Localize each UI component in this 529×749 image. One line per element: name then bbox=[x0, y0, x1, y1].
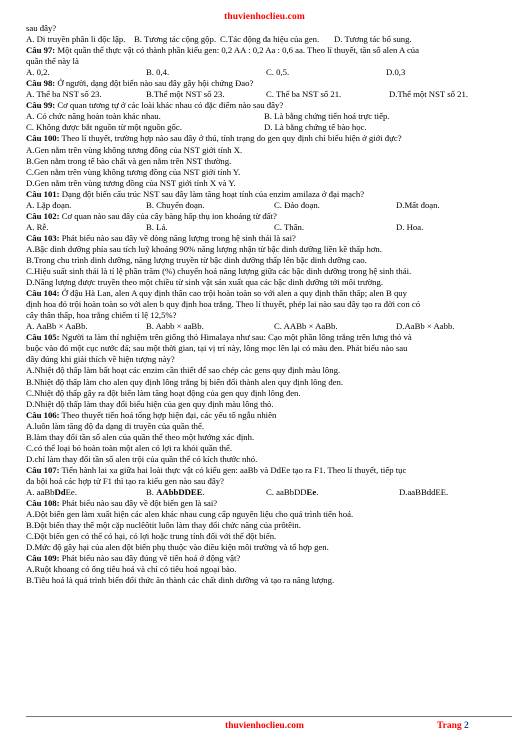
header-site-name[interactable]: thuvienhoclieu.com bbox=[224, 12, 305, 22]
page-number: 2 bbox=[464, 721, 469, 731]
text-line: định hoa đỏ trội hoàn toàn so với alen b quy định hoa trắng. Theo lí thuyết, phép lai nào sau đây tạo ra đời con có bbox=[26, 299, 421, 310]
text-line: C.Gen nằm trên vùng không tương đồng của NST giới tính Y. bbox=[26, 166, 241, 177]
answer-option: C. Đảo đoạn. bbox=[274, 199, 320, 210]
page-number-label bbox=[437, 721, 469, 732]
answer-option: B. Tương tác cộng gộp. bbox=[134, 34, 217, 45]
answer-option: B. Aabb × aaBb. bbox=[146, 321, 204, 332]
question-line bbox=[26, 133, 512, 144]
answer-option: A. Có chức năng hoàn toàn khác nhau. bbox=[26, 111, 161, 122]
question-line bbox=[26, 410, 512, 421]
text-line: D.Nhiệt độ thấp làm thay đổi biểu hiện của gen quy định màu lông thỏ. bbox=[26, 398, 274, 409]
answer-option: D. Tương tác bổ sung. bbox=[334, 34, 412, 45]
exam-content bbox=[26, 23, 512, 586]
text-line: D.Mức độ gây hại của alen đột biến phụ thuộc vào điều kiện môi trường và tổ hợp gen. bbox=[26, 542, 329, 553]
question-number: Câu 109: bbox=[26, 553, 60, 564]
answer-option: D.Mất đoạn. bbox=[396, 199, 440, 210]
answer-options-row bbox=[26, 487, 512, 498]
answer-option: D. Hoa. bbox=[396, 221, 424, 232]
answer-option: C.Tác động đa hiệu của gen. bbox=[220, 34, 320, 45]
text-line: đây đúng khi giải thích về hiện tượng này? bbox=[26, 354, 175, 365]
question-number: Câu 105: bbox=[26, 332, 60, 343]
answer-option: A. Di truyền phân li độc lập. bbox=[26, 34, 126, 45]
answer-options-row bbox=[26, 222, 512, 233]
answer-option: B.Thể một NST số 23. bbox=[146, 89, 225, 100]
question-number: Câu 100: bbox=[26, 133, 60, 144]
footer-divider bbox=[26, 716, 512, 717]
text-line: B.Đột biến thay thế một cặp nuclêôtit luôn làm thay đổi chức năng của prôtêin. bbox=[26, 520, 301, 531]
question-text: Phát biểu nào sau đây về đột biến gen là sai? bbox=[59, 498, 218, 509]
text-line: A.Bậc dinh dưỡng phía sau tích luỹ khoảng 90% năng lượng nhận từ bậc dinh dưỡng liền kề thấp hơn. bbox=[26, 243, 382, 254]
question-line bbox=[26, 233, 512, 244]
question-number: Câu 108: bbox=[26, 498, 60, 509]
question-text: Ở đậu Hà Lan, alen A quy định thân cao trội hoàn toàn so với alen a quy định thân thấp; alen B quy bbox=[59, 288, 407, 299]
text-line: B.Nhiệt độ thấp làm cho alen quy định lông trắng bị biến đổi thành alen quy định lông đen. bbox=[26, 376, 344, 387]
answer-option: D.Thể một NST số 21. bbox=[389, 89, 468, 100]
answer-options-row bbox=[26, 122, 512, 133]
text-line: B.làm thay đổi tần số alen của quần thể theo một hướng xác định. bbox=[26, 431, 255, 442]
answer-option: B. Lá. bbox=[146, 221, 168, 232]
text-line: B.Gen nằm trong tế bào chất và gen nằm trên NST thường. bbox=[26, 155, 232, 166]
footer-site-name[interactable]: thuvienhoclieu.com bbox=[225, 721, 304, 731]
question-number: Câu 107: bbox=[26, 464, 60, 475]
answer-option: D.0,3 bbox=[386, 67, 406, 78]
answer-option: A. 0,2. bbox=[26, 67, 50, 78]
answer-options-row bbox=[26, 67, 512, 78]
question-text: Người ta làm thí nghiệm trên giống thỏ Himalaya như sau: Cạo một phần lông trắng trên lưng thỏ và bbox=[59, 332, 412, 343]
answer-option: A. AaBb × AaBb. bbox=[26, 321, 88, 332]
question-text: Một quần thể thực vật có thành phần kiểu gen: 0,2 AA : 0,2 Aa : 0,6 aa. Theo lí thuyết, tần số alen A của bbox=[55, 45, 420, 56]
question-number: Câu 106: bbox=[26, 409, 60, 420]
text-line: D.chỉ làm thay đổi tần số alen trội của quần thể có kích thước nhỏ. bbox=[26, 453, 258, 464]
answer-option: A. aaBbDdEe. bbox=[26, 486, 77, 497]
text-line: B.Trong chu trình dinh dưỡng, năng lượng truyền từ bậc dinh dưỡng thấp lên bậc dinh dưỡng cao. bbox=[26, 254, 367, 265]
page-label: Trang bbox=[437, 721, 462, 731]
answer-option: D. Là bằng chứng tế bào học. bbox=[264, 122, 367, 133]
text-line: C.Đột biến gen có thể có hại, có lợi hoặc trung tính đối với thể đột biến. bbox=[26, 531, 277, 542]
question-line bbox=[26, 288, 512, 299]
question-line bbox=[26, 78, 512, 89]
text-line: A.luôn làm tăng độ đa dạng di truyền của quần thể. bbox=[26, 420, 205, 431]
answer-options-row bbox=[26, 111, 512, 122]
question-line bbox=[26, 465, 512, 476]
question-number: Câu 98: bbox=[26, 78, 56, 89]
text-line: C.Nhiệt độ thấp gây ra đột biến làm tăng hoạt động của gen quy định lông đen. bbox=[26, 387, 301, 398]
answer-option: C. AABb × AaBb. bbox=[274, 321, 338, 332]
question-text: Phát biểu nào sau đây về dòng năng lượng trong hệ sinh thái là sai? bbox=[59, 232, 296, 243]
question-number: Câu 101: bbox=[26, 188, 60, 199]
answer-option: B. AAbbDDEE. bbox=[146, 486, 205, 497]
question-text: Theo lí thuyết, trường hợp nào sau đây ở thú, tính trạng do gen quy định chỉ biểu hiện ở giới đực? bbox=[59, 133, 402, 144]
question-text: Cơ quan nào sau đây của cây bàng hấp thụ ion khoáng từ đất? bbox=[59, 210, 277, 221]
answer-option: C. aaBbDDEe. bbox=[266, 486, 319, 497]
answer-option: C. 0,5. bbox=[266, 67, 290, 78]
answer-options-row bbox=[26, 200, 512, 211]
answer-options-row bbox=[26, 89, 512, 100]
text-line: quần thể này là bbox=[26, 56, 79, 67]
question-number: Câu 99: bbox=[26, 100, 56, 111]
question-text: Cơ quan tương tự ở các loài khác nhau có đặc điểm nào sau đây? bbox=[55, 100, 284, 111]
text-line: A.Nhiệt độ thấp làm bất hoạt các enzim cần thiết để sao chép các gens quy định màu lông. bbox=[26, 365, 341, 376]
answer-option: C. Không được bắt nguồn từ một nguồn gốc. bbox=[26, 122, 182, 133]
answer-option: B. Chuyển đoạn. bbox=[146, 199, 205, 210]
question-line bbox=[26, 189, 512, 200]
question-text: Dạng đột biến cấu trúc NST sau đây làm tăng hoạt tính của enzim amilaza ở đại mạch? bbox=[59, 188, 365, 199]
answer-option: C. Thân. bbox=[274, 221, 305, 232]
text-line: C.có thể loại bỏ hoàn toàn một alen có lợi ra khỏi quần thể. bbox=[26, 442, 233, 453]
answer-option: B. 0,4. bbox=[146, 67, 170, 78]
answer-option: C. Thể ba NST số 21. bbox=[266, 89, 342, 100]
answer-option: B. Là bằng chứng tiến hoá trực tiếp. bbox=[264, 111, 390, 122]
text-line: D.Gen nằm trên vùng tương đồng của NST giới tính X và Y. bbox=[26, 177, 236, 188]
question-line bbox=[26, 45, 512, 56]
answer-options-row bbox=[26, 34, 512, 45]
text-line: đa bội hoá các hợp tử F1 thì tạo ra kiểu gen nào sau đây? bbox=[26, 475, 224, 486]
text-line: buộc vào đó một cục nước đá; sau một thời gian, tại vị trí này, lông mọc lên lại có màu đen. Phát biểu nào sau bbox=[26, 343, 408, 354]
answer-option: A. Lặp đoạn. bbox=[26, 199, 72, 210]
question-line bbox=[26, 498, 512, 509]
answer-option: A. Thể ba NST số 23. bbox=[26, 89, 102, 100]
text-line: A.Đột biến gen làm xuất hiện các alen khác nhau cung cấp nguyên liệu cho quá trình tiến hoá. bbox=[26, 509, 354, 520]
question-text: Tiến hành lai xa giữa hai loài thực vật có kiểu gen: aaBb và DdEe tạo ra F1. Theo lí thuyết, tiếp tục bbox=[59, 464, 407, 475]
question-line bbox=[26, 332, 512, 343]
question-number: Câu 104: bbox=[26, 288, 60, 299]
answer-options-row bbox=[26, 321, 512, 332]
text-line: A.Gen nằm trên vùng không tương đồng của NST giới tính X. bbox=[26, 144, 243, 155]
question-line bbox=[26, 211, 512, 222]
answer-option: D.aaBBddEE. bbox=[399, 486, 449, 497]
text-line: D.Năng lượng được truyền theo một chiều từ sinh vật sản xuất qua các bậc dinh dưỡng tới môi trường. bbox=[26, 277, 384, 288]
text-line: cây thân thấp, hoa trắng chiếm tỉ lệ 12,5%? bbox=[26, 310, 177, 321]
question-text: Phát biểu nào sau đây đúng về tiến hoá ở động vật? bbox=[59, 553, 241, 564]
answer-option: A. Rễ. bbox=[26, 221, 49, 232]
text-line: B.Tiêu hoá là quá trình biến đổi thức ăn thành các chất dinh dưỡng và tạo ra năng lượng. bbox=[26, 575, 335, 586]
text-line: C.Hiệu suất sinh thái là tỉ lệ phần trăm (%) chuyển hoá năng lượng giữa các bậc dinh dưỡng trong hệ sinh thái. bbox=[26, 266, 412, 277]
text-line: sau đây? bbox=[26, 23, 57, 33]
question-number: Câu 103: bbox=[26, 232, 60, 243]
question-number: Câu 102: bbox=[26, 210, 60, 221]
question-text: Theo thuyết tiến hoá tổng hợp hiện đại, các yếu tố ngẫu nhiên bbox=[59, 409, 277, 420]
answer-option: D.AaBb × Aabb. bbox=[396, 321, 455, 332]
text-line: A.Ruột khoang có ống tiêu hoá và chỉ có tiêu hoá ngoại bào. bbox=[26, 564, 237, 575]
question-text: Ở người, dạng đột biến nào sau đây gây hội chứng Đao? bbox=[55, 78, 254, 89]
question-line bbox=[26, 100, 512, 111]
question-line bbox=[26, 553, 512, 564]
question-number: Câu 97: bbox=[26, 45, 56, 56]
